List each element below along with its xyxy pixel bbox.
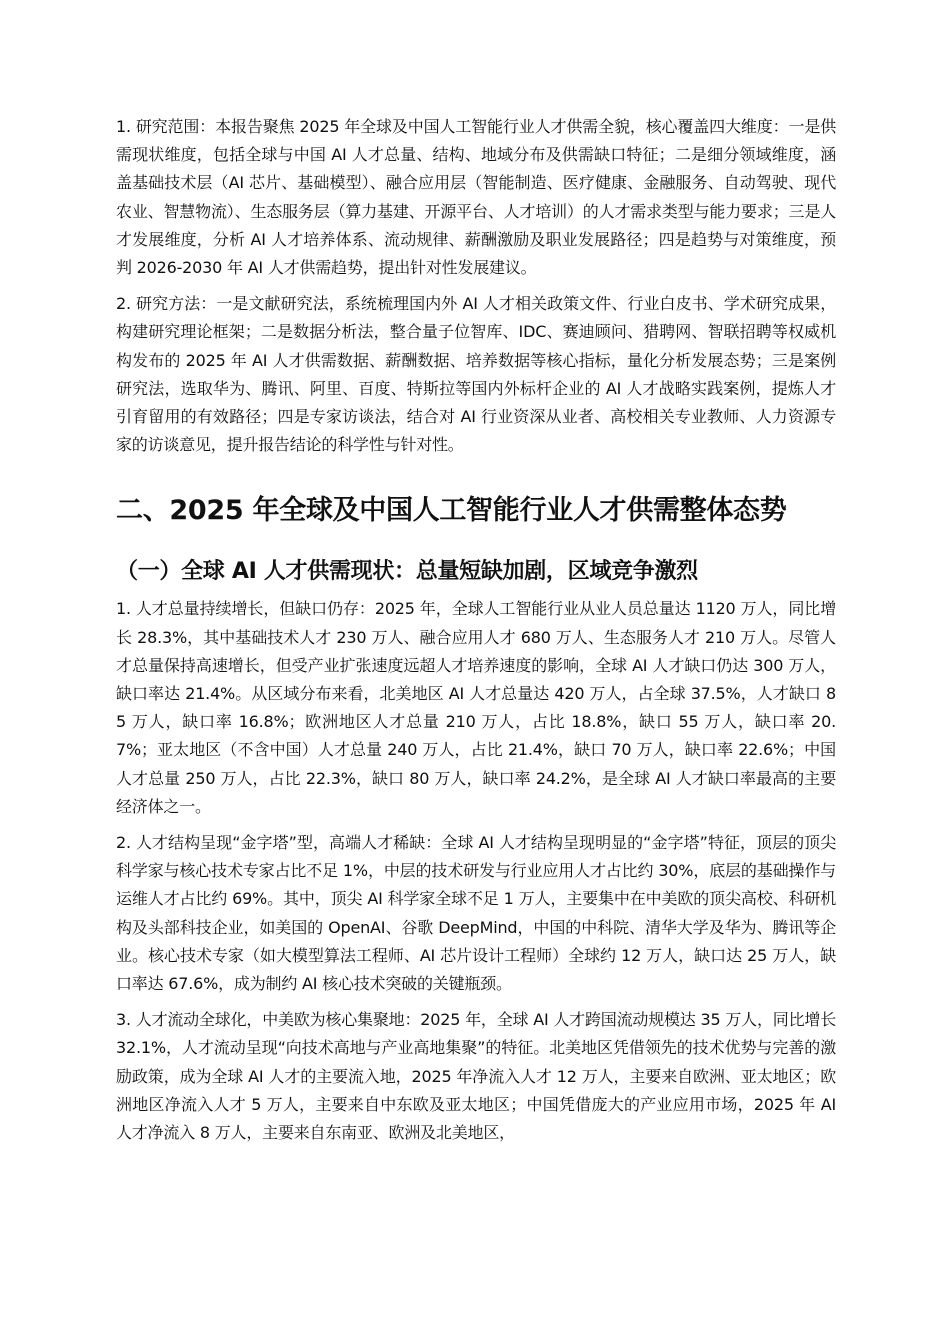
research-scope-paragraph: 1. 研究范围：本报告聚焦 2025 年全球及中国人工智能行业人才供需全貌，核心覆盖四大维度：一是供需现状维度，包括全球与中国 AI 人才总量、结构、地域分布及供需缺口特征；二是细分领域维度，涵盖基础技术层（AI 芯片、基础模型）、融合应用层（智能制造、医疗健康、金融服务、自动驾驶、现代农业、智慧物流）、生态服务层（算力基建、开源平台、人才培训）的人才需求类型与能力要求；三是人才发展维度，分析 AI 人才培养体系、流动规律、薪酬激励及职业发展路径；四是趋势与对策维度，预判 2026-2030 年 AI 人才供需趋势，提出针对性发展建议。 [116,117,836,278]
research-method-paragraph: 2. 研究方法：一是文献研究法，系统梳理国内外 AI 人才相关政策文件、行业白皮书、学术研究成果，构建研究理论框架；二是数据分析法，整合量子位智库、IDC、赛迪顾问、猎聘网、智联招聘等权威机构发布的 2025 年 AI 人才供需数据、薪酬数据、培养数据等核心指标，量化分析发展态势；三是案例研究法，选取华为、腾讯、阿里、百度、特斯拉等国内外标杆企业的 AI 人才战略实践案例，提炼人才引育留用的有效路径；四是专家访谈法，结合对 AI 行业资深从业者、高校相关专业教师、人力资源专家的访谈意见，提升报告结论的科学性与针对性。 [116,294,836,455]
talent-flow-paragraph: 3. 人才流动全球化，中美欧为核心集聚地：2025 年，全球 AI 人才跨国流动规模达 35 万人，同比增长 32.1%，人才流动呈现“向技术高地与产业高地集聚”的特征。北美地区凭借领先的技术优势与完善的激励政策，成为全球 AI 人才的主要流入地，2025 年净流入人才 12 万人，主要来自欧洲、亚太地区；欧洲地区净流入人才 5 万人，主要来自中东欧及亚太地区；中国凭借庞大的产业应用市场，2025 年 AI 人才净流入 8 万人，主要来自东南亚、欧洲及北美地区， [116,1010,836,1143]
document-page [116,113,836,1155]
section-heading: （一）全球 AI 人才供需现状：总量短缺加剧，区域竞争激烈 [116,559,698,585]
talent-supply-paragraph: 1. 人才总量持续增长，但缺口仍存：2025 年，全球人工智能行业从业人员总量达 1120 万人，同比增长 28.3%，其中基础技术人才 230 万人、融合应用人才 680 万人、生态服务人才 210 万人。尽管人才总量保持高速增长，但受产业扩张速度远超人才培养速度的影响，全球 AI 人才缺口仍达 300 万人，缺口率达 21.4%。从区域分布来看，北美地区 AI 人才总量达 420 万人，占全球 37.5%，人才缺口 85 万人，缺口率 16.8%；欧洲地区人才总量 210 万人，占比 18.8%，缺口 55 万人，缺口率 20.7%；亚太地区（不含中国）人才总量 240 万人，占比 21.4%，缺口 70 万人，缺口率 22.6%；中国人才总量 250 万人，占比 22.3%，缺口 80 万人，缺口率 24.2%，是全球 AI 人才缺口率最高的主要经济体之一。 [116,599,836,816]
chapter-heading: 二、2025 年全球及中国人工智能行业人才供需整体态势 [116,495,787,527]
talent-structure-paragraph: 2. 人才结构呈现“金字塔”型，高端人才稀缺：全球 AI 人才结构呈现明显的“金字塔”特征，顶层的顶尖科学家与核心技术专家占比不足 1%，中层的技术研发与行业应用人才占比约 30%，底层的基础操作与运维人才占比约 69%。其中，顶尖 AI 科学家全球不足 1 万人，主要集中在中美欧的顶尖高校、科研机构及头部科技企业，如美国的 OpenAI、谷歌 DeepMind，中国的中科院、清华大学及华为、腾讯等企业。核心技术专家（如大模型算法工程师、AI 芯片设计工程师）全球约 12 万人，缺口达 25 万人，缺口率达 67.6%，成为制约 AI 核心技术突破的关键瓶颈。 [116,833,836,994]
